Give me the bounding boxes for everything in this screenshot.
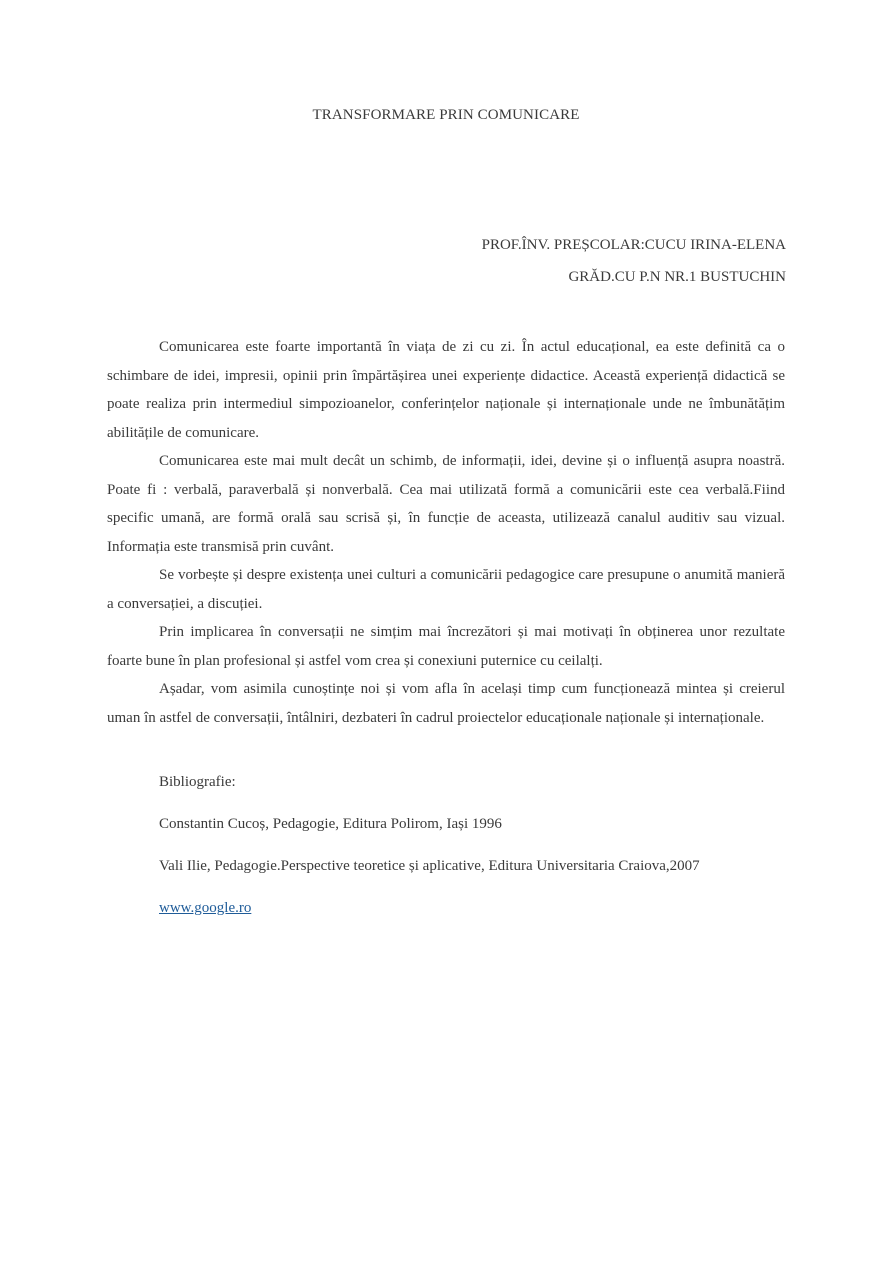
paragraph: Așadar, vom asimila cunoștințe noi și vom afla în același timp cum funcționează mintea și creierul uman în astfel de conversații, întâlniri, dezbateri în cadrul proiectelor educaționale naționale și internaționale. xyxy=(107,681,785,726)
paragraph: Prin implicarea în conversații ne simțim mai încrezători și mai motivați în obținerea unor rezultate foarte bune în plan profesional și astfel vom crea și conexiuni puternice cu ceilalți. xyxy=(107,624,785,669)
bibliography-entry: Vali Ilie, Pedagogie.Perspective teoretice și aplicative, Editura Universitaria Craiova,2007 xyxy=(159,858,700,874)
paragraph: Se vorbește și despre existența unei culturi a comunicării pedagogice care presupune o anumită manieră a conversației, a discuției. xyxy=(107,567,785,612)
bibliography-heading: Bibliografie: xyxy=(159,774,236,790)
school-line: GRĂD.CU P.N NR.1 BUSTUCHIN xyxy=(568,269,786,285)
document-title: TRANSFORMARE PRIN COMUNICARE xyxy=(312,107,580,123)
author-line: PROF.ÎNV. PREȘCOLAR:CUCU IRINA-ELENA xyxy=(481,237,786,253)
paragraph: Comunicarea este mai mult decât un schimb, de informații, idei, devine și o influență asupra noastră. Poate fi : verbală, paraverbală și nonverbală. Cea mai utilizată formă a comunicării este cea verbală.Fiind specific umană, are formă orală sau scrisă și, în funcție de aceasta, utilizează canalul auditiv sau vizual. Informația este transmisă prin cuvânt. xyxy=(107,453,785,555)
body-text xyxy=(107,333,785,732)
bibliography-entry: Constantin Cucoș, Pedagogie, Editura Polirom, Iași 1996 xyxy=(159,816,502,832)
paragraph: Comunicarea este foarte importantă în viața de zi cu zi. În actul educațional, ea este definită ca o schimbare de idei, impresii, opinii prin împărtășirea unei experiențe didactice. Această experiență didactică se poate realiza prin intermediul simpozioanelor, conferințelor naționale și internaționale unde ne îmbunătățim abilitățile de comunicare. xyxy=(107,339,785,441)
bibliography xyxy=(159,772,799,940)
bibliography-link[interactable]: www.google.ro xyxy=(159,900,252,916)
